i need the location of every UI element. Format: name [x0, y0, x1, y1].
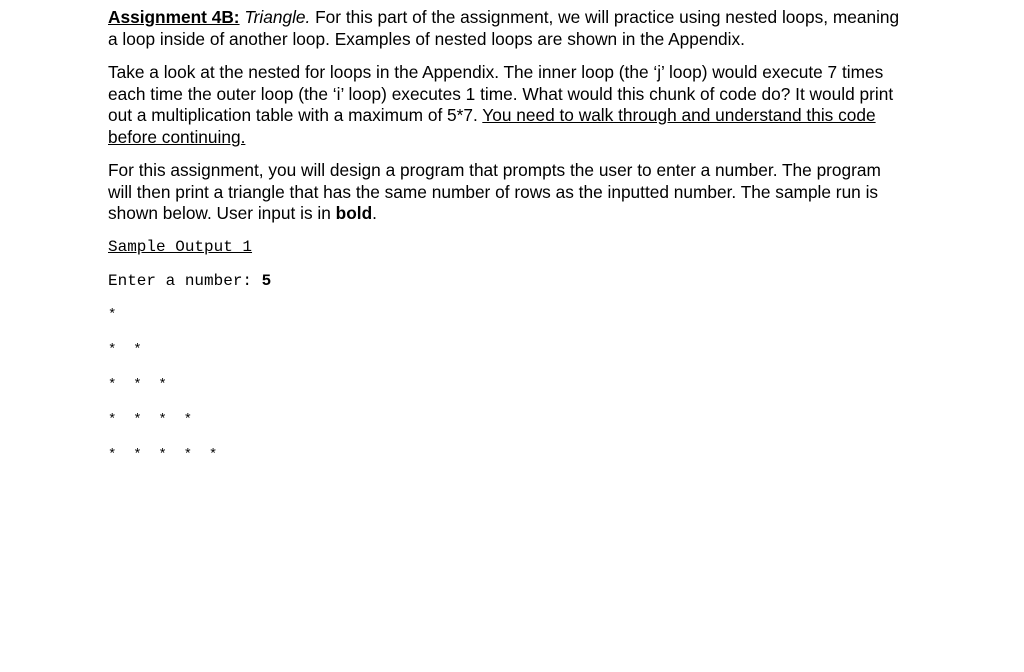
intro-text: For this part of the assignment, we will practice using nested loops, meaning a loop inside of another loop. Examples of nested loops are shown in the Appendix.	[108, 7, 900, 49]
bold-word: bold	[335, 203, 373, 223]
triangle-row-1: *	[108, 306, 117, 323]
triangle-row-3: * * *	[108, 376, 167, 393]
triangle-row-5: * * * * *	[108, 446, 218, 463]
prompt-text: Enter a number:	[108, 271, 262, 290]
sample-prompt-line	[108, 271, 908, 291]
paragraph-task	[108, 160, 908, 225]
assignment-label: Assignment 4B:	[108, 7, 240, 27]
walkthrough-note: You need to walk through and understand this code before continuing.	[108, 105, 876, 147]
assignment-document	[108, 7, 908, 465]
triangle-row-2: * *	[108, 341, 142, 358]
task-text: For this assignment, you will design a program that prompts the user to enter a number. The program will then print a triangle that has the same number of rows as the inputted number. The sample run is shown below. User input is in	[108, 160, 881, 223]
paragraph-intro	[108, 7, 908, 50]
paragraph-nested-loops	[108, 62, 908, 148]
user-input-value: 5	[261, 271, 272, 290]
sample-output-heading: Sample Output 1	[108, 237, 253, 256]
assignment-title: Triangle.	[244, 7, 311, 27]
nested-loops-text: Take a look at the nested for loops in the Appendix. The inner loop (the ‘j’ loop) would execute 7 times each time the outer loop (the ‘i’ loop) executes 1 time. What would this chunk of code do? It would print out a multiplication table with a maximum of 5*7.	[108, 62, 894, 125]
task-end: .	[372, 203, 377, 223]
triangle-row-4: * * * *	[108, 411, 193, 428]
